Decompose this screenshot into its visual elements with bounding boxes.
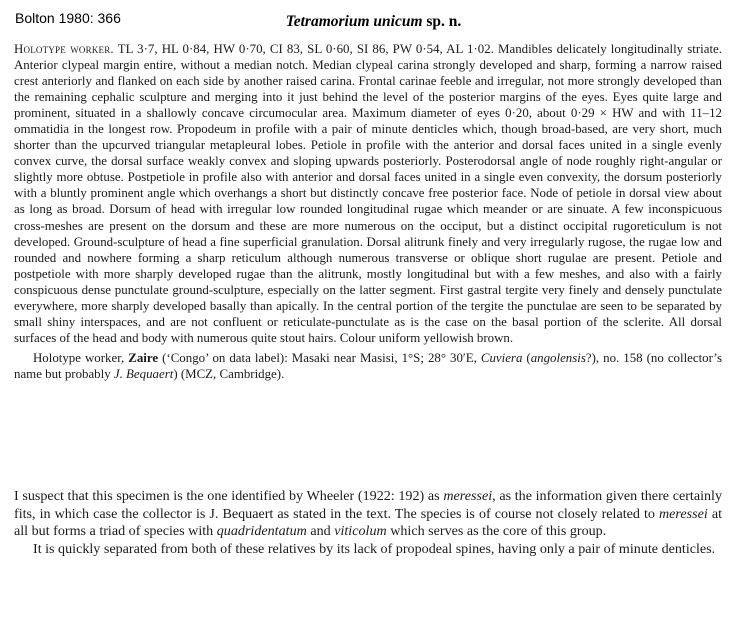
discussion-text: at all but forms a triad of species with <box>14 505 722 540</box>
host-species: angolensis <box>530 350 586 365</box>
species-name: Tetramorium unicum <box>285 13 423 30</box>
holotype-country: Zaire <box>128 350 159 365</box>
discussion-text: I suspect that this specimen is the one identified by Wheeler (1922: 192) as <box>14 488 440 504</box>
description-paragraph <box>14 41 722 346</box>
discussion-paragraph-2: It is quickly separated from both of these relatives by its lack of propodeal spines, having only a pair of minute denticles. <box>33 540 716 557</box>
discussion-text: and <box>310 523 331 540</box>
description-block <box>14 41 722 382</box>
species-ref: quadridentatum <box>216 523 307 540</box>
holotype-number: ?), no. 158 (no collector’s name but probably <box>14 350 722 381</box>
holotype-lead: Holotype worker, <box>33 350 125 365</box>
holotype-paragraph <box>14 350 722 382</box>
measurements: TL 3·7, HL 0·84, HW 0·70, CI 83, SL 0·60, SI 86, PW 0·54, AL 1·02. <box>117 42 494 56</box>
citation-label: Bolton 1980: 366 <box>15 10 121 26</box>
species-ref: meressei <box>658 505 708 522</box>
holotype-collector: J. Bequaert <box>113 366 174 381</box>
species-title <box>0 13 737 31</box>
holotype-locality: (‘Congo’ on data label): Masaki near Masisi, 1°S; 28° 30′E, <box>162 350 477 365</box>
discussion-paragraph-1 <box>14 488 722 541</box>
holotype-worker-label: Holotype worker. <box>14 42 114 56</box>
discussion-text: which serves as the core of this group. <box>390 523 607 540</box>
species-suffix: sp. n. <box>426 13 462 30</box>
discussion-text: , as the information given there certainly fits, in which case the collector is J. Bequaert as stated in the text. The species is of course not closely related to <box>14 488 722 522</box>
description-text: Mandibles delicately longitudinally striate. Anterior clypeal margin entire, without a median notch. Median clypeal carina strongly developed and sharp, forming a narrow raised crest anteriorly and flanked on each side by another raised carina. Frontal carinae feeble and irregular, not more strongly developed than the remaining cephalic sculpture and merging into it just behind the level of the posterior margins of the eyes. Eyes quite large and prominent, situated in a shallowly concave circumocular area. Maximum diameter of eyes 0·20, about 0·29 × HW and with 11–12 ommatidia in the longest row. Propodeum in profile with a pair of minute denticles which, though broad-based, are very short, much shorter than the upcurved triangular metapleural lobes. Petiole in profile with the anterior and dorsal faces united in a single evenly convex curve, the dorsal surface weakly convex and sloping upwards posteriorly. Posterodorsal angle of node roughly right-angular or slightly more obtuse. Postpetiole in profile also with anterior and dorsal faces united in a single even convexity, the dorsum posteriorly with a bluntly prominent angle which overhangs a short but distinctly concave free posterior face. Node of petiole in dorsal view about as long as broad. Dorsum of head with irregular low rounded longitudinal rugae which meander or are sinuate. A few inconspicuous cross-meshes are present on the dorsum and these are more numerous on the occiput, but a distinct occipital rugoreticulum is not developed. Ground-sculpture of head a fine superficial granulation. Dorsal alitrunk finely and very irregularly rugose, the rugae low and rounded and nowhere forming a sharp reticulum although numerous transverse or oblique short rugulae are present. Petiole and postpetiole with more sharply developed rugae than the alitrunk, mostly longitudinal but with a few meshes, and also with a fairly conspicuous dense punctulate ground-sculpture, especially on the latter segment. First gastral tergite very finely and densely punctulate everywhere, more sharply developed basally than apically. In the central portion of the tergite the punctulae are seen to be separated by small shiny interspaces, and are not confluent or reticulate-punctulate as is the case on the basal portion of the sclerite. All dorsal surfaces of the head and body with numerous quite stout hairs. Colour uniform yellowish brown. <box>14 42 722 345</box>
discussion-block <box>14 488 722 558</box>
species-ref: meressei <box>443 488 493 504</box>
host-genus: Cuviera <box>480 350 523 365</box>
paren-open: ( <box>526 350 531 365</box>
holotype-depository: ) (MCZ, Cambridge). <box>173 366 285 381</box>
species-ref: viticolum <box>334 523 387 540</box>
